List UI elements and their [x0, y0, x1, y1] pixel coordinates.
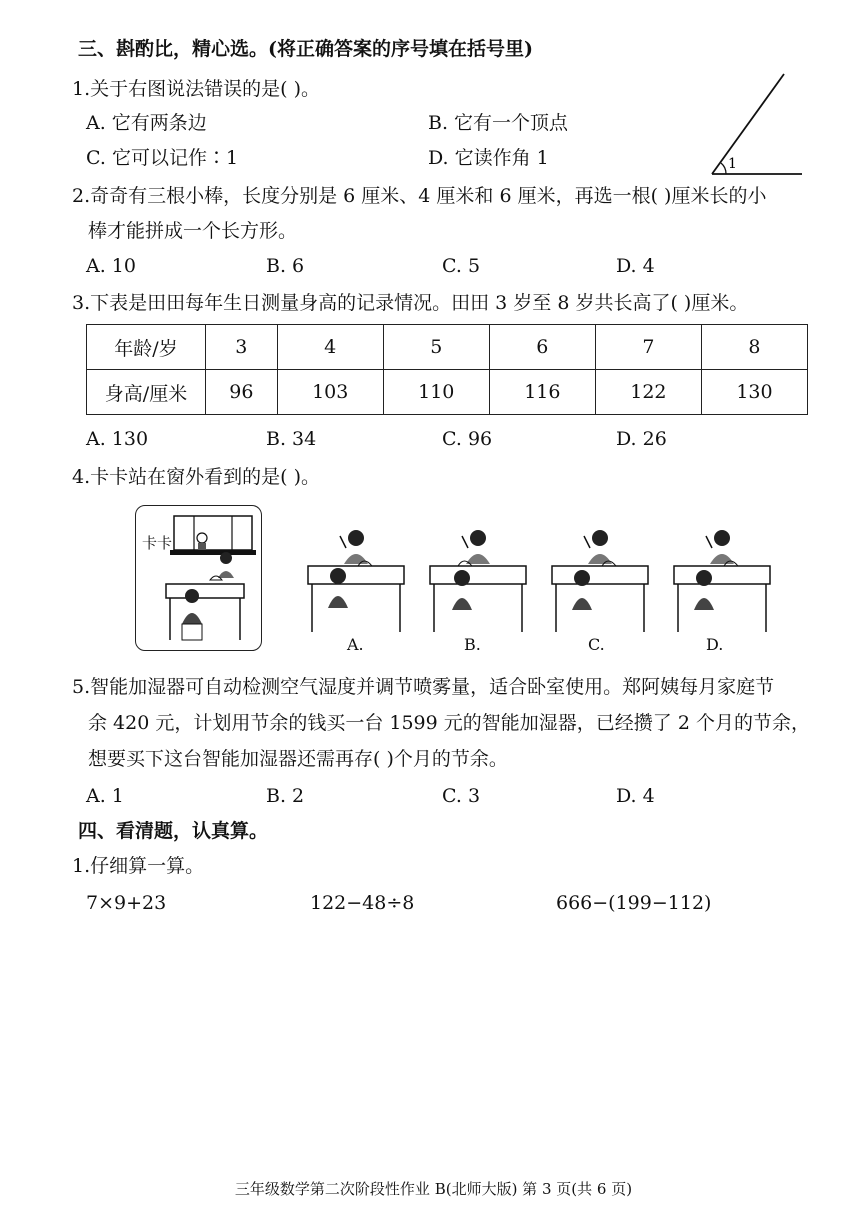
q1-option-c: C. 它可以记作∶1 [86, 147, 239, 169]
height-cell: 116 [489, 370, 595, 415]
expression-2: 122−48÷8 [310, 892, 415, 914]
q2-option-a: A. 10 [86, 255, 136, 277]
height-cell: 103 [277, 370, 383, 415]
angle-figure [700, 70, 810, 180]
q5-option-c: C. 3 [442, 785, 481, 807]
q3-stem: 3.下表是田田每年生日测量身高的记录情况。田田 3 岁至 8 岁共长高了( )厘米。 [72, 292, 749, 314]
q4-picture-b [424, 528, 532, 636]
q5-option-a: A. 1 [86, 785, 124, 807]
q1-option-b: B. 它有一个顶点 [428, 112, 569, 134]
section-4-heading: 四、看清题，认真算。 [78, 820, 269, 842]
q2-option-b: B. 6 [266, 255, 305, 277]
q3-option-c: C. 96 [442, 428, 493, 450]
q4-label-d: D. [706, 635, 724, 654]
table-row-age [87, 325, 808, 370]
q4-picture-d [668, 528, 776, 636]
age-cell: 5 [383, 325, 489, 370]
expression-3: 666−(199−112) [556, 892, 712, 914]
angle-label: 1 [728, 156, 737, 172]
q4-stem: 4.卡卡站在窗外看到的是( )。 [72, 466, 320, 488]
row-label-age: 年龄/岁 [87, 325, 206, 370]
age-cell: 3 [206, 325, 278, 370]
q4-label-c: C. [588, 635, 605, 654]
q5-line3: 想要买下这台智能加湿器还需再存( )个月的节余。 [88, 748, 508, 770]
age-cell: 4 [277, 325, 383, 370]
q2-option-d: D. 4 [616, 255, 655, 277]
height-cell: 96 [206, 370, 278, 415]
q5-option-b: B. 2 [266, 785, 305, 807]
q3-option-d: D. 26 [616, 428, 667, 450]
table-row-height [87, 370, 808, 415]
height-cell: 122 [595, 370, 701, 415]
q4-picture-a [302, 528, 410, 636]
q1-stem: 1.关于右图说法错误的是( )。 [72, 78, 320, 100]
row-label-height: 身高/厘米 [87, 370, 206, 415]
q3-option-b: B. 34 [266, 428, 317, 450]
height-cell: 110 [383, 370, 489, 415]
window-label: 卡卡 [142, 534, 173, 552]
q5-option-d: D. 4 [616, 785, 655, 807]
q5-line1: 5.智能加湿器可自动检测空气湿度并调节喷雾量，适合卧室使用。郑阿姨每月家庭节 [72, 676, 775, 698]
age-cell: 6 [489, 325, 595, 370]
q4-picture-c [546, 528, 654, 636]
q4-label-b: B. [464, 635, 481, 654]
window-scene-drawing [136, 506, 261, 650]
age-cell: 8 [701, 325, 807, 370]
s4-q1-stem: 1.仔细算一算。 [72, 855, 205, 877]
q4-label-a: A. [347, 635, 364, 654]
q2-option-c: C. 5 [442, 255, 481, 277]
height-cell: 130 [701, 370, 807, 415]
q1-option-d: D. 它读作角 1 [428, 147, 549, 169]
expression-1: 7×9+23 [86, 892, 167, 914]
page-footer: 三年级数学第二次阶段性作业 B(北师大版) 第 3 页(共 6 页) [234, 1180, 633, 1198]
q2-stem-line2: 棒才能拼成一个长方形。 [88, 220, 298, 242]
q1-option-a: A. 它有两条边 [86, 112, 207, 134]
q2-stem-line1: 2.奇奇有三根小棒，长度分别是 6 厘米、4 厘米和 6 厘米，再选一根( )厘米长的小 [72, 185, 767, 207]
q3-option-a: A. 130 [86, 428, 149, 450]
age-cell: 7 [595, 325, 701, 370]
height-table [86, 324, 808, 415]
section-3-heading: 三、斟酌比，精心选。(将正确答案的序号填在括号里) [78, 38, 533, 60]
q5-line2: 余 420 元，计划用节余的钱买一台 1599 元的智能加湿器，已经攒了 2 个月的节余， [88, 712, 810, 734]
window-scene [135, 505, 262, 651]
